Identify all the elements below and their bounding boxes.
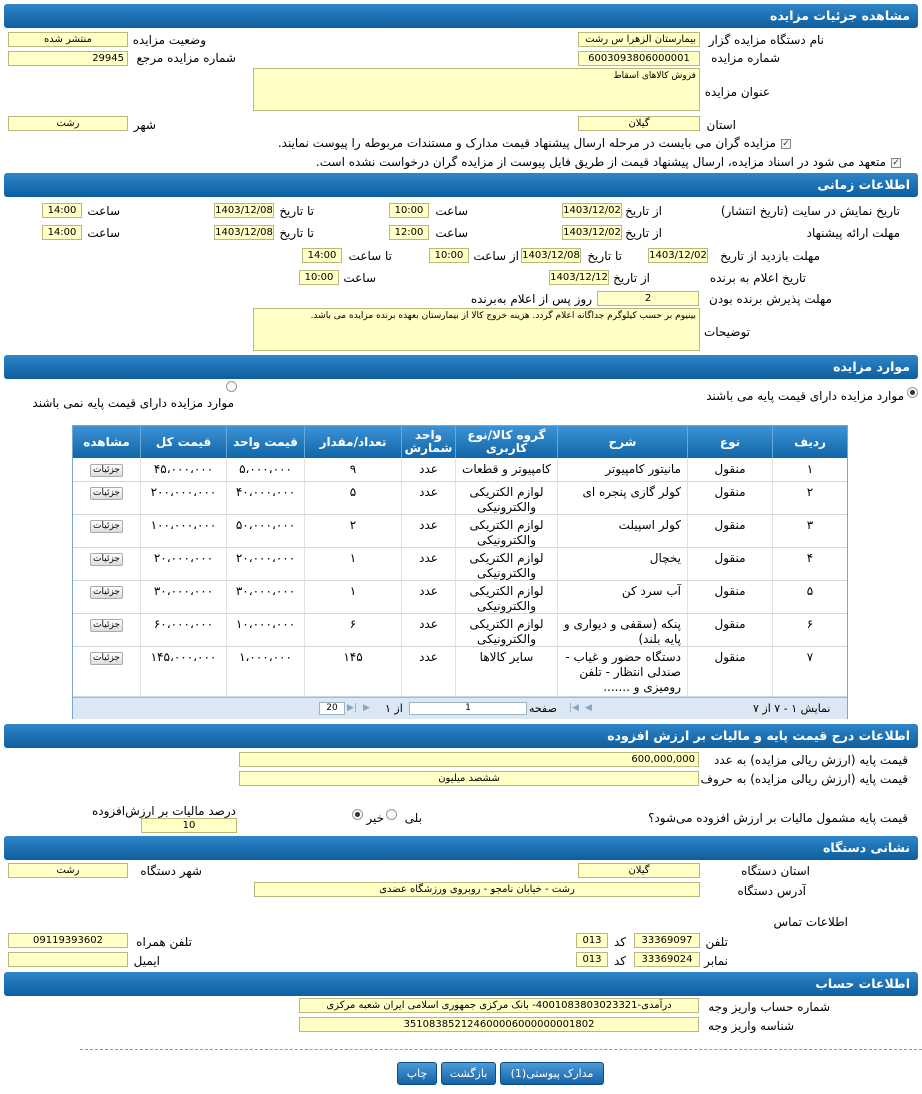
mobile-label: تلفن همراه xyxy=(136,935,192,949)
row-total: ۳۰،۰۰۰،۰۰۰ xyxy=(140,581,226,613)
fax-code-label: کد xyxy=(613,954,626,968)
pager-page-label: صفحه xyxy=(529,702,557,715)
row-view-cell xyxy=(73,515,140,547)
col-unit-price[interactable]: قیمت واحد xyxy=(226,426,304,458)
row-details-button[interactable]: جزئیات xyxy=(90,586,123,599)
pager-page-input[interactable]: 1 xyxy=(409,702,527,715)
row-total: ۲۰،۰۰۰،۰۰۰ xyxy=(140,548,226,580)
org-address-field[interactable]: رشت - خیابان نامجو - روبروی ورزشگاه عضدی xyxy=(254,882,700,897)
row-view-cell xyxy=(73,581,140,613)
table-row xyxy=(73,548,847,581)
ref-number-field[interactable]: 29945 xyxy=(8,51,128,66)
row-unit-price: ۴۰،۰۰۰،۰۰۰ xyxy=(226,482,304,514)
ref-number-label: شماره مزایده مرجع xyxy=(136,51,236,65)
section-header-items: موارد مزایده xyxy=(4,355,918,379)
col-view[interactable]: مشاهده xyxy=(83,434,130,449)
row-group: لوازم الکتریکی والکترونیکی xyxy=(455,482,557,514)
title-label: عنوان مزایده xyxy=(704,85,770,99)
publish-to-time[interactable]: 14:00 xyxy=(42,203,82,218)
row-group: لوازم الکتریکی والکترونیکی xyxy=(455,614,557,646)
org-city-label: شهر دستگاه xyxy=(140,864,202,878)
row-details-button[interactable]: جزئیات xyxy=(90,553,123,566)
mobile-field[interactable]: 09119393602 xyxy=(8,933,128,948)
divider xyxy=(80,1049,922,1050)
publish-from-time-label: ساعت xyxy=(435,204,468,218)
vat-yes-label: بلی xyxy=(404,811,422,825)
row-unit-price: ۲۰،۰۰۰،۰۰۰ xyxy=(226,548,304,580)
org-field[interactable]: بیمارستان الزهرا س رشت xyxy=(578,32,700,47)
base-text-label: قیمت پایه (ارزش ریالی مزایده) به حروف xyxy=(700,772,908,786)
vat-question: قیمت پایه مشمول مالیات بر ارزش افزوده می‌شود؟ xyxy=(648,811,908,825)
winner-time-label: ساعت xyxy=(343,271,376,285)
row-unit: عدد xyxy=(401,647,455,696)
row-index: ۵ xyxy=(772,581,847,613)
auction-number-label: شماره مزایده xyxy=(711,51,780,65)
row-view-cell xyxy=(73,647,140,696)
province-label: استان xyxy=(706,118,736,132)
print-button[interactable]: چاپ xyxy=(397,1062,437,1085)
row-desc: آب سرد کن xyxy=(557,581,687,613)
row-total: ۱۴۵،۰۰۰،۰۰۰ xyxy=(140,647,226,696)
deposit-id-label: شناسه واریز وجه xyxy=(708,1019,794,1033)
attachments-button[interactable]: مدارک پیوستی(1) xyxy=(500,1062,604,1085)
row-unit-price: ۵،۰۰۰،۰۰۰ xyxy=(226,459,304,481)
account-number-label: شماره حساب واریز وجه xyxy=(708,1000,830,1014)
items-grid-header xyxy=(73,426,847,458)
row-group: لوازم الکتریکی والکترونیکی xyxy=(455,548,557,580)
row-qty: ۱ xyxy=(304,581,401,613)
fax-code-field[interactable]: 013 xyxy=(576,952,608,967)
row-index: ۲ xyxy=(772,482,847,514)
section-header-account: اطلاعات حساب xyxy=(4,972,918,996)
row-group: لوازم الکتریکی والکترونیکی xyxy=(455,581,557,613)
row-view-cell xyxy=(73,548,140,580)
offer-from-time-label: ساعت xyxy=(435,226,468,240)
account-number-field[interactable]: درآمدی-4001083803023321- بانک مرکزی جمهوری اسلامی ایران شعبه مرکزی xyxy=(299,998,699,1013)
row-type: منقول xyxy=(687,581,772,613)
publish-from-date[interactable]: 1403/12/02 xyxy=(563,205,621,216)
row-desc: پنکه (سقفی و دیواری و پایه بلند) xyxy=(557,614,687,646)
col-type[interactable]: نوع xyxy=(687,426,772,458)
table-row xyxy=(73,482,847,515)
col-row[interactable]: ردیف xyxy=(772,426,847,458)
row-details-button[interactable]: جزئیات xyxy=(90,619,123,632)
desc-label: توضیحات xyxy=(703,325,750,339)
vat-percent-field[interactable]: 10 xyxy=(141,818,237,833)
fax-field[interactable]: 33369024 xyxy=(634,952,700,967)
row-group: سایر کالاها xyxy=(455,647,557,696)
phone-code-field[interactable]: 013 xyxy=(576,933,608,948)
row-qty: ۵ xyxy=(304,482,401,514)
publish-from-time[interactable]: 10:00 xyxy=(389,203,429,218)
winner-date-label: از تاریخ xyxy=(613,271,650,285)
row-type: منقول xyxy=(687,482,772,514)
auction-number-field[interactable]: 6003093806000001 xyxy=(578,51,700,66)
row-qty: ۲ xyxy=(304,515,401,547)
row-index: ۴ xyxy=(772,548,847,580)
pager-of-label: از ۱ xyxy=(385,702,403,715)
row-unit: عدد xyxy=(401,459,455,481)
pager-size-input[interactable]: 20 xyxy=(319,702,345,715)
row-unit: عدد xyxy=(401,614,455,646)
email-label: ایمیل xyxy=(133,954,160,968)
offer-to-date[interactable]: 1403/12/08 xyxy=(215,227,273,238)
phone-code-label: کد xyxy=(613,935,626,949)
col-total[interactable]: قیمت کل xyxy=(140,426,226,458)
contact-info-label: اطلاعات تماس xyxy=(773,915,848,929)
visit-from-date[interactable]: 1403/12/02 xyxy=(649,250,707,261)
with-base-price-label: موارد مزایده دارای قیمت پایه می باشند xyxy=(706,389,904,403)
publish-to-time-label: ساعت xyxy=(87,204,120,218)
no-file-offer-text: متعهد می شود در اسناد مزایده، ارسال پیشنهاد قیمت از طریق فایل پیوست از مزایده گران درخواست نشده است. xyxy=(315,155,886,169)
offer-to-time-label: ساعت xyxy=(87,226,120,240)
visit-to-date-label: تا تاریخ xyxy=(587,249,622,263)
org-city-field[interactable]: رشت xyxy=(8,863,128,878)
publish-to-date[interactable]: 1403/12/08 xyxy=(215,205,273,216)
visit-label: مهلت بازدید از تاریخ xyxy=(720,249,820,263)
row-desc: دستگاه حضور و غیاب - صندلی انتظار - تلفن رومیزی و ....... xyxy=(557,647,687,696)
vat-percent-label: درصد مالیات بر ارزش‌افزوده xyxy=(91,804,236,818)
publish-to-date-label: تا تاریخ xyxy=(279,204,314,218)
section-header-address: نشانی دستگاه xyxy=(4,836,918,860)
section-header-time: اطلاعات زمانی xyxy=(4,173,918,197)
fax-label: نمابر xyxy=(704,954,728,968)
visit-from-time-label: از ساعت xyxy=(473,249,519,263)
row-index: ۳ xyxy=(772,515,847,547)
offer-from-date[interactable]: 1403/12/02 xyxy=(563,227,621,238)
row-desc: یخچال xyxy=(557,548,687,580)
offer-from-date-label: از تاریخ xyxy=(625,226,662,240)
org-address-label: آدرس دستگاه xyxy=(737,884,806,898)
pager-last-icon[interactable]: ▶| xyxy=(347,703,357,713)
row-details-button[interactable]: جزئیات xyxy=(90,652,123,665)
row-qty: ۹ xyxy=(304,459,401,481)
row-group: کامپیوتر و قطعات xyxy=(455,459,557,481)
title-textarea[interactable]: فروش کالاهای اسقاط xyxy=(253,68,700,111)
row-qty: ۱ xyxy=(304,548,401,580)
table-row xyxy=(73,459,847,482)
offer-label: مهلت ارائه پیشنهاد xyxy=(806,226,900,240)
base-num-label: قیمت پایه (ارزش ریالی مزایده) به عدد xyxy=(713,753,908,767)
row-unit: عدد xyxy=(401,548,455,580)
row-type: منقول xyxy=(687,614,772,646)
row-total: ۴۵،۰۰۰،۰۰۰ xyxy=(140,459,226,481)
row-index: ۶ xyxy=(772,614,847,646)
col-group[interactable]: گروه کالا/نوع کاربری xyxy=(455,426,557,458)
vat-no-radio[interactable] xyxy=(352,809,363,820)
offer-to-time[interactable]: 14:00 xyxy=(42,225,82,240)
attach-docs-text: مزایده گران می بایست در مرحله ارسال پیشنهاد قیمت مدارک و مستندات مربوطه را پیوست نمایند. xyxy=(277,136,776,150)
without-base-price-label: موارد مزایده دارای قیمت پایه نمی باشند xyxy=(32,396,234,410)
row-type: منقول xyxy=(687,515,772,547)
col-desc[interactable]: شرح xyxy=(557,426,687,458)
row-qty: ۶ xyxy=(304,614,401,646)
row-unit: عدد xyxy=(401,482,455,514)
org-province-label: استان دستگاه xyxy=(741,864,810,878)
row-unit-price: ۱،۰۰۰،۰۰۰ xyxy=(226,647,304,696)
accept-label: مهلت پذیرش برنده بودن xyxy=(709,292,832,306)
status-label: وضعیت مزایده xyxy=(132,33,206,47)
row-qty: ۱۴۵ xyxy=(304,647,401,696)
back-button[interactable]: بازگشت xyxy=(441,1062,496,1085)
city-label: شهر xyxy=(133,118,156,132)
row-index: ۷ xyxy=(772,647,847,696)
org-label: نام دستگاه مزایده گزار xyxy=(708,33,824,47)
visit-to-time[interactable]: 14:00 xyxy=(302,248,342,263)
row-view-cell xyxy=(73,614,140,646)
visit-to-date[interactable]: 1403/12/08 xyxy=(522,250,580,261)
row-type: منقول xyxy=(687,548,772,580)
no-file-offer-checkbox[interactable]: ✓ xyxy=(892,158,900,168)
row-view-cell xyxy=(73,459,140,481)
offer-to-date-label: تا تاریخ xyxy=(279,226,314,240)
section-header-details: مشاهده جزئیات مزایده xyxy=(4,4,918,28)
row-index: ۱ xyxy=(772,459,847,481)
row-unit: عدد xyxy=(401,515,455,547)
row-total: ۱۰۰،۰۰۰،۰۰۰ xyxy=(140,515,226,547)
row-type: منقول xyxy=(687,459,772,481)
row-details-button[interactable]: جزئیات xyxy=(90,487,123,500)
status-field[interactable]: منتشر شده xyxy=(8,32,128,47)
vat-no-label: خیر xyxy=(366,811,384,825)
row-desc: کولر اسپیلت xyxy=(557,515,687,547)
province-field[interactable]: گیلان xyxy=(578,116,700,131)
row-unit: عدد xyxy=(401,581,455,613)
row-unit-price: ۱۰،۰۰۰،۰۰۰ xyxy=(226,614,304,646)
table-row xyxy=(73,614,847,647)
col-unit[interactable]: واحد شمارش xyxy=(401,426,455,458)
winner-date[interactable]: 1403/12/12 xyxy=(550,272,608,283)
org-province-field[interactable]: گیلان xyxy=(578,863,700,878)
row-total: ۶۰،۰۰۰،۰۰۰ xyxy=(140,614,226,646)
row-type: منقول xyxy=(687,647,772,696)
row-group: لوازم الکتریکی والکترونیکی xyxy=(455,515,557,547)
pager-first-icon[interactable]: |◀ xyxy=(569,703,579,713)
grid-pager xyxy=(73,697,847,719)
section-header-price: اطلاعات درج قیمت پایه و مالیات بر ارزش افزوده xyxy=(4,724,918,748)
pager-next-icon[interactable]: ▶ xyxy=(363,703,370,713)
visit-to-time-label: تا ساعت xyxy=(348,249,392,263)
row-desc: مانیتور کامپیوتر xyxy=(557,459,687,481)
row-details-button[interactable]: جزئیات xyxy=(90,464,123,477)
base-num-field[interactable]: 600,000,000 xyxy=(239,752,699,767)
row-total: ۲۰۰،۰۰۰،۰۰۰ xyxy=(140,482,226,514)
items-grid xyxy=(72,425,848,719)
row-unit-price: ۵۰،۰۰۰،۰۰۰ xyxy=(226,515,304,547)
accept-days-field[interactable]: 2 xyxy=(597,291,699,306)
city-field[interactable]: رشت xyxy=(8,116,128,131)
phone-field[interactable]: 33369097 xyxy=(634,933,700,948)
publish-label: تاریخ نمایش در سایت (تاریخ انتشار) xyxy=(720,204,900,218)
offer-from-time[interactable]: 12:00 xyxy=(389,225,429,240)
desc-textarea[interactable]: بینیوم بر حسب کیلوگرم جداگانه اعلام گردد. هزینه خروج کالا از بیمارستان بعهده برنده مزایده می باشد. xyxy=(253,308,700,351)
without-base-price-radio[interactable] xyxy=(226,381,237,392)
row-desc: کولر گازی پنجره ای xyxy=(557,482,687,514)
row-details-button[interactable]: جزئیات xyxy=(90,520,123,533)
phone-label: تلفن xyxy=(705,935,728,949)
base-text-field[interactable]: ششصد میلیون xyxy=(239,771,699,786)
vat-yes-radio[interactable] xyxy=(386,809,397,820)
winner-time[interactable]: 10:00 xyxy=(299,270,339,285)
row-unit-price: ۳۰،۰۰۰،۰۰۰ xyxy=(226,581,304,613)
accept-days-unit: روز پس از اعلام به‌برنده xyxy=(470,292,592,306)
table-row xyxy=(73,515,847,548)
with-base-price-radio[interactable] xyxy=(907,387,918,398)
pager-prev-icon[interactable]: ◀ xyxy=(585,703,592,713)
row-view-cell xyxy=(73,482,140,514)
table-row xyxy=(73,647,847,697)
col-qty[interactable]: تعداد/مقدار xyxy=(304,426,401,458)
attach-docs-checkbox[interactable]: ✓ xyxy=(782,139,790,149)
pager-summary: نمایش ۱ - ۷ از ۷ xyxy=(753,702,831,715)
visit-from-time[interactable]: 10:00 xyxy=(429,248,469,263)
email-field[interactable] xyxy=(8,952,128,967)
publish-from-date-label: از تاریخ xyxy=(625,204,662,218)
deposit-id-field[interactable]: 351083852124600006000000001802 xyxy=(299,1017,699,1032)
table-row xyxy=(73,581,847,614)
winner-label: تاریخ اعلام به برنده xyxy=(709,271,806,285)
